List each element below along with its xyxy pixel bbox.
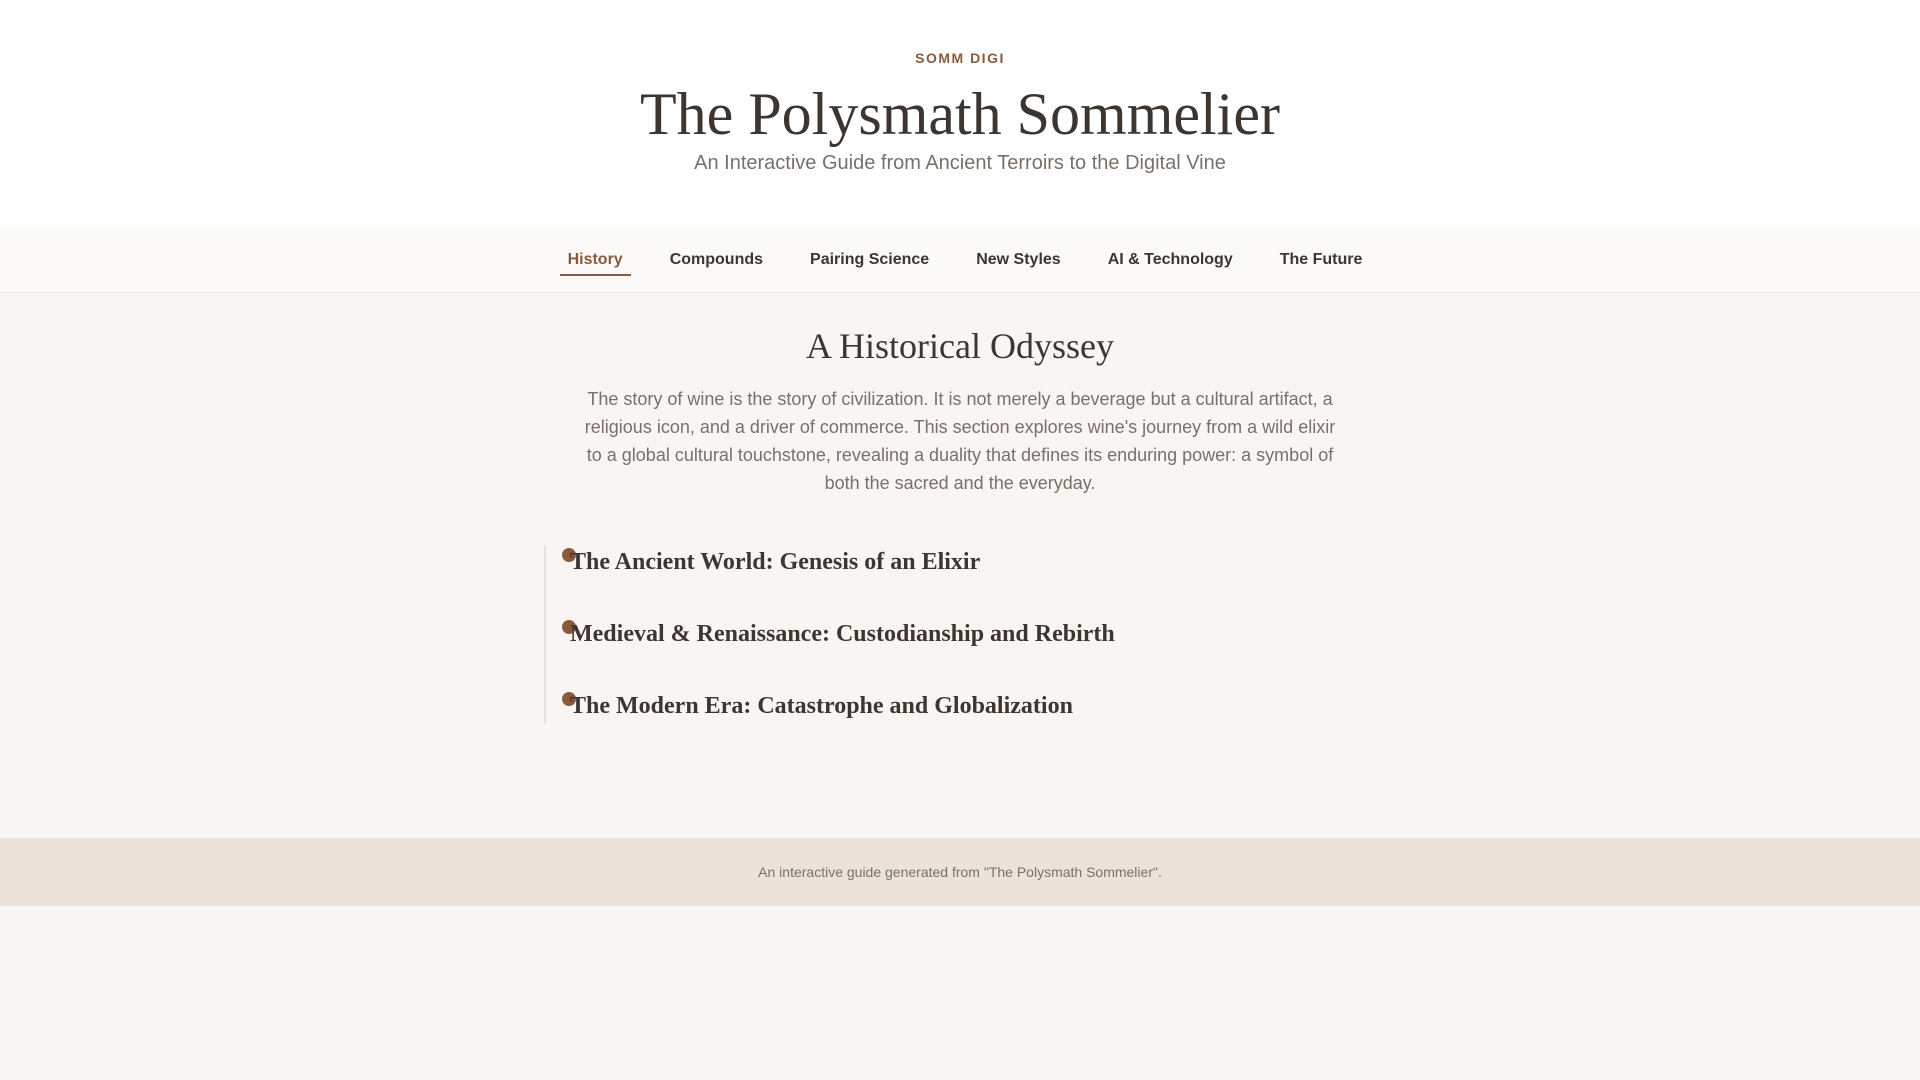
nav-item-history[interactable]: History: [560, 227, 631, 269]
timeline-item-modern-era[interactable]: [546, 690, 1420, 762]
footer-text: An interactive guide generated from "The Polysmath Sommelier".: [758, 864, 1162, 880]
timeline-item-medieval-renaissance[interactable]: [546, 618, 1420, 690]
site-subtitle: An Interactive Guide from Ancient Terroirs to the Digital Vine: [694, 152, 1226, 174]
site-title: The Polysmath Sommelier: [640, 81, 1280, 147]
nav-list: [560, 227, 1371, 269]
main-nav: [0, 227, 1920, 293]
nav-item-compounds[interactable]: Compounds: [669, 251, 764, 268]
nav-item-new-styles[interactable]: New Styles: [976, 251, 1061, 268]
timeline-heading[interactable]: Medieval & Renaissance: Custodianship and Rebirth: [570, 621, 1115, 647]
section-title: A Historical Odyssey: [806, 326, 1114, 366]
timeline-heading[interactable]: The Modern Era: Catastrophe and Globalization: [570, 693, 1073, 719]
nav-item-ai-technology[interactable]: AI & Technology: [1107, 251, 1233, 268]
timeline-heading[interactable]: The Ancient World: Genesis of an Elixir: [570, 549, 981, 575]
timeline-item-ancient-world[interactable]: [546, 546, 1420, 618]
brand-label: SOMM DIGI: [915, 50, 1005, 66]
site-header: [0, 0, 1920, 227]
timeline: [544, 546, 1420, 724]
history-section: [500, 325, 1420, 724]
section-intro: The story of wine is the story of civilization. It is not merely a beverage but a cultural artifact, a religious icon, and a driver of commerce. This section explores wine's journey from a wild elixir to a global cultural touchstone, revealing a duality that defines its enduring power: a symbol of both the sacred and the everyday.: [584, 389, 1336, 493]
nav-item-the-future[interactable]: The Future: [1279, 251, 1363, 268]
nav-item-pairing-science[interactable]: Pairing Science: [810, 251, 930, 268]
site-footer: [0, 838, 1920, 906]
